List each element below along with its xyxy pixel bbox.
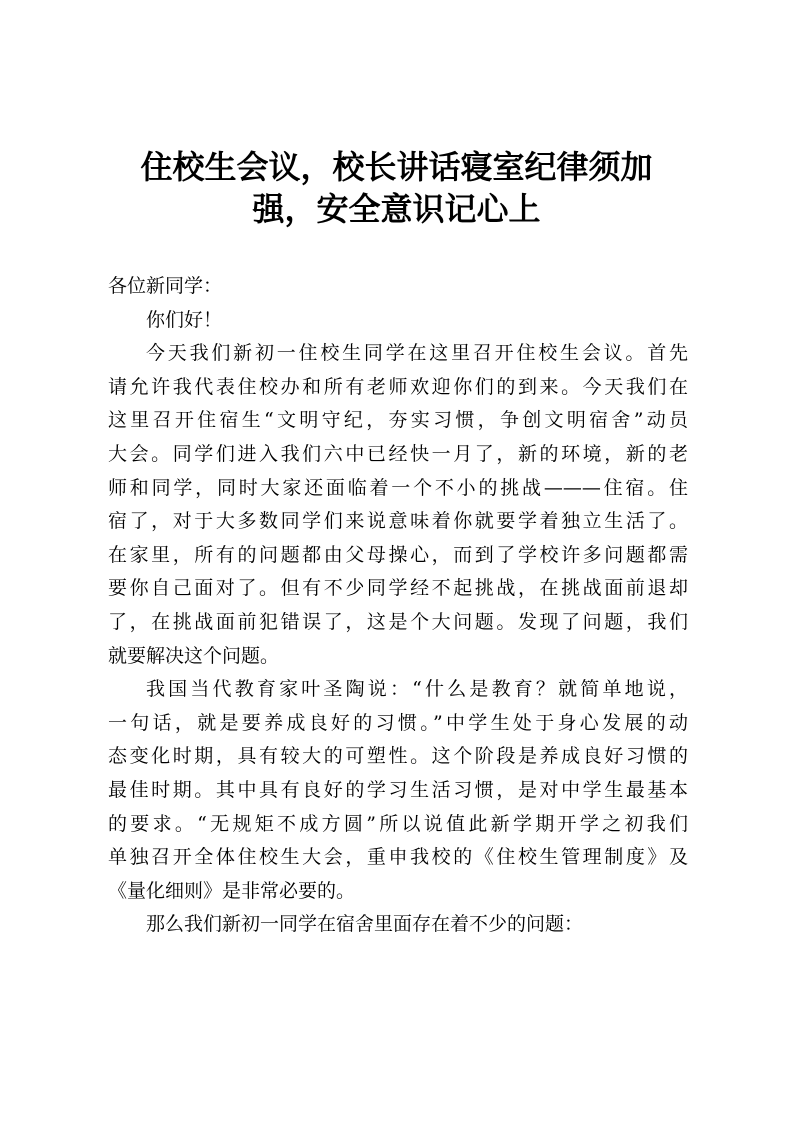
paragraph-1 (108, 337, 688, 673)
paragraph-2-line: 我国当代教育家叶圣陶说：“什么是教育？就简单地说， (146, 678, 688, 701)
title-line-1: 住校生会议，校长讲话寝室纪律须加 (140, 148, 653, 186)
salutation: 各位新同学： (108, 275, 223, 297)
paragraph-2-line: 一句话，就是要养成良好的习惯。”中学生处于身心发展的动 (108, 711, 688, 734)
greeting: 你们好！ (146, 308, 223, 331)
paragraph-1-line: 大会。同学们进入我们六中已经快一月了，新的环境，新的老 (108, 442, 688, 465)
paragraph-1-line: 请允许我代表住校办和所有老师欢迎你们的到来。今天我们在 (108, 375, 688, 398)
document-title (100, 146, 693, 230)
paragraph-1-line: 宿了，对于大多数同学们来说意味着你就要学着独立生活了。 (108, 510, 688, 533)
paragraph-1-line: 了，在挑战面前犯错误了，这是个大问题。发现了问题，我们 (108, 610, 688, 633)
paragraph-1-line: 就要解决这个问题。 (108, 644, 280, 667)
document-body (108, 270, 688, 942)
paragraph-1-line: 在家里，所有的问题都由父母操心，而到了学校许多问题都需 (108, 543, 688, 566)
paragraph-2 (108, 673, 688, 908)
paragraph-2-line: 态变化时期，具有较大的可塑性。这个阶段是养成良好习惯的 (108, 745, 688, 768)
paragraph-2-line: 的要求。“无规矩不成方圆”所以说值此新学期开学之初我们 (108, 812, 688, 835)
paragraph-2-line: 单独召开全体住校生大会，重申我校的《住校生管理制度》及 (108, 846, 688, 869)
paragraph-1-line: 师和同学，同时大家还面临着一个不小的挑战———住宿。住 (108, 476, 688, 499)
title-line-2: 强，安全意识记心上 (252, 190, 541, 228)
paragraph-2-line: 《量化细则》是非常必要的。 (108, 879, 356, 902)
paragraph-1-line: 要你自己面对了。但有不少同学经不起挑战，在挑战面前退却 (108, 577, 688, 600)
paragraph-1-line: 今天我们新初一住校生同学在这里召开住校生会议。首先 (146, 342, 688, 365)
paragraph-2-line: 最佳时期。其中具有良好的学习生活习惯，是对中学生最基本 (108, 778, 688, 801)
paragraph-1-line: 这里召开住宿生“文明守纪，夯实习惯，争创文明宿舍”动员 (108, 409, 688, 432)
paragraph-3: 那么我们新初一同学在宿舍里面存在着不少的问题： (146, 913, 584, 936)
